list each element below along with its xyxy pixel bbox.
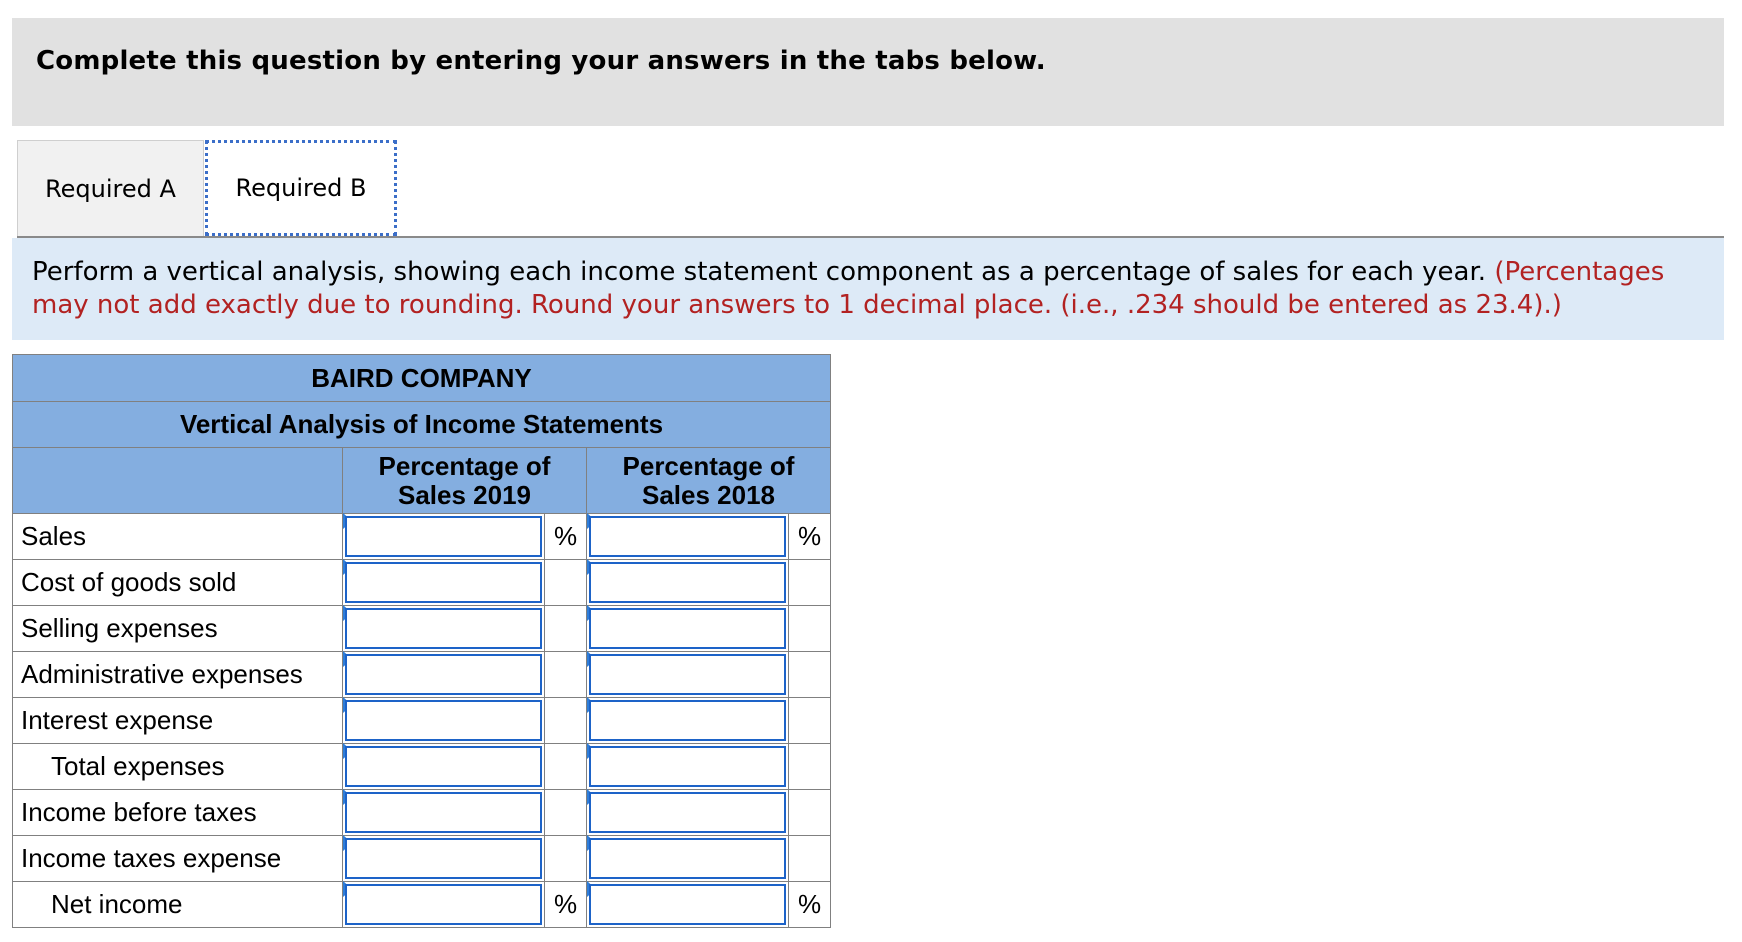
- column-header-2018: [587, 448, 831, 514]
- answer-field-2019[interactable]: [345, 746, 542, 787]
- answer-field-2019[interactable]: [345, 562, 542, 603]
- page-title: Complete this question by entering your answers in the tabs below.: [36, 46, 1046, 76]
- input-2018[interactable]: [587, 606, 789, 652]
- table-subtitle: Vertical Analysis of Income Statements: [13, 402, 831, 448]
- answer-field-2019[interactable]: [345, 608, 542, 649]
- input-2018[interactable]: [587, 698, 789, 744]
- company-name: BAIRD COMPANY: [13, 355, 831, 402]
- tab-required-a[interactable]: [17, 140, 204, 236]
- answer-field-2018[interactable]: [589, 654, 786, 695]
- row-label: Income taxes expense: [13, 836, 343, 882]
- percent-sign: [789, 836, 831, 882]
- input-2019[interactable]: [343, 652, 545, 698]
- row-label: Cost of goods sold: [13, 560, 343, 606]
- table-row: [13, 790, 831, 836]
- tab-label: Required A: [45, 174, 176, 203]
- vertical-analysis-table: [12, 354, 831, 928]
- input-2019[interactable]: [343, 836, 545, 882]
- answer-field-2019[interactable]: [345, 792, 542, 833]
- answer-field-2018[interactable]: [589, 884, 786, 925]
- answer-field-2019[interactable]: [345, 700, 542, 741]
- percent-sign: [545, 744, 587, 790]
- table-row: [13, 882, 831, 928]
- tab-label: Required B: [235, 174, 367, 202]
- input-2019[interactable]: [343, 744, 545, 790]
- answer-field-2018[interactable]: [589, 562, 786, 603]
- input-2019[interactable]: [343, 698, 545, 744]
- percent-sign: %: [545, 514, 587, 560]
- input-2018[interactable]: [587, 560, 789, 606]
- percent-sign: [545, 606, 587, 652]
- input-2018[interactable]: [587, 652, 789, 698]
- table-row: [13, 606, 831, 652]
- column-header-line1: Percentage of: [622, 450, 795, 481]
- percent-sign: %: [789, 882, 831, 928]
- percent-sign: [789, 560, 831, 606]
- row-label: Interest expense: [13, 698, 343, 744]
- column-header-line2: Sales 2018: [641, 479, 775, 510]
- input-2019[interactable]: [343, 790, 545, 836]
- column-header-line1: Percentage of: [378, 450, 551, 481]
- answer-field-2019[interactable]: [345, 838, 542, 879]
- label-column-header: [13, 448, 343, 514]
- percent-sign: [545, 652, 587, 698]
- input-2019[interactable]: [343, 882, 545, 928]
- tab-required-b[interactable]: [205, 140, 397, 236]
- percent-sign: [545, 790, 587, 836]
- instructions-panel: [12, 238, 1724, 340]
- input-2018[interactable]: [587, 882, 789, 928]
- percent-sign: [545, 836, 587, 882]
- row-label: Administrative expenses: [13, 652, 343, 698]
- answer-field-2019[interactable]: [345, 884, 542, 925]
- percent-sign: [545, 698, 587, 744]
- row-label: Net income: [13, 882, 343, 928]
- answer-field-2019[interactable]: [345, 654, 542, 695]
- instruction-text: Perform a vertical analysis, showing each income statement component as a percentage of sales for each year.: [32, 257, 1487, 287]
- table-row: [13, 836, 831, 882]
- input-2018[interactable]: [587, 744, 789, 790]
- answer-field-2018[interactable]: [589, 516, 786, 557]
- table-row: [13, 560, 831, 606]
- column-header-line2: Sales 2019: [397, 479, 531, 510]
- input-2018[interactable]: [587, 514, 789, 560]
- input-2019[interactable]: [343, 514, 545, 560]
- input-2018[interactable]: [587, 790, 789, 836]
- percent-sign: [789, 744, 831, 790]
- percent-sign: [789, 652, 831, 698]
- table-row: [13, 514, 831, 560]
- answer-field-2018[interactable]: [589, 792, 786, 833]
- percent-sign: [789, 606, 831, 652]
- percent-sign: [545, 560, 587, 606]
- row-label: Selling expenses: [13, 606, 343, 652]
- percent-sign: %: [789, 514, 831, 560]
- percent-sign: [789, 698, 831, 744]
- percent-sign: %: [545, 882, 587, 928]
- rounding-note: (Percentages may not add exactly due to rounding. Round your answers to 1 decimal place. (i.e., .234 should be entered as 23.4).): [32, 257, 1665, 320]
- answer-field-2019[interactable]: [345, 516, 542, 557]
- answer-field-2018[interactable]: [589, 838, 786, 879]
- input-2019[interactable]: [343, 560, 545, 606]
- answer-field-2018[interactable]: [589, 746, 786, 787]
- table-row: [13, 652, 831, 698]
- percent-sign: [789, 790, 831, 836]
- answer-field-2018[interactable]: [589, 608, 786, 649]
- row-label: Sales: [13, 514, 343, 560]
- input-2018[interactable]: [587, 836, 789, 882]
- row-label: Income before taxes: [13, 790, 343, 836]
- row-label: Total expenses: [13, 744, 343, 790]
- table-row: [13, 698, 831, 744]
- column-header-2019: [343, 448, 587, 514]
- table-row: [13, 744, 831, 790]
- answer-field-2018[interactable]: [589, 700, 786, 741]
- input-2019[interactable]: [343, 606, 545, 652]
